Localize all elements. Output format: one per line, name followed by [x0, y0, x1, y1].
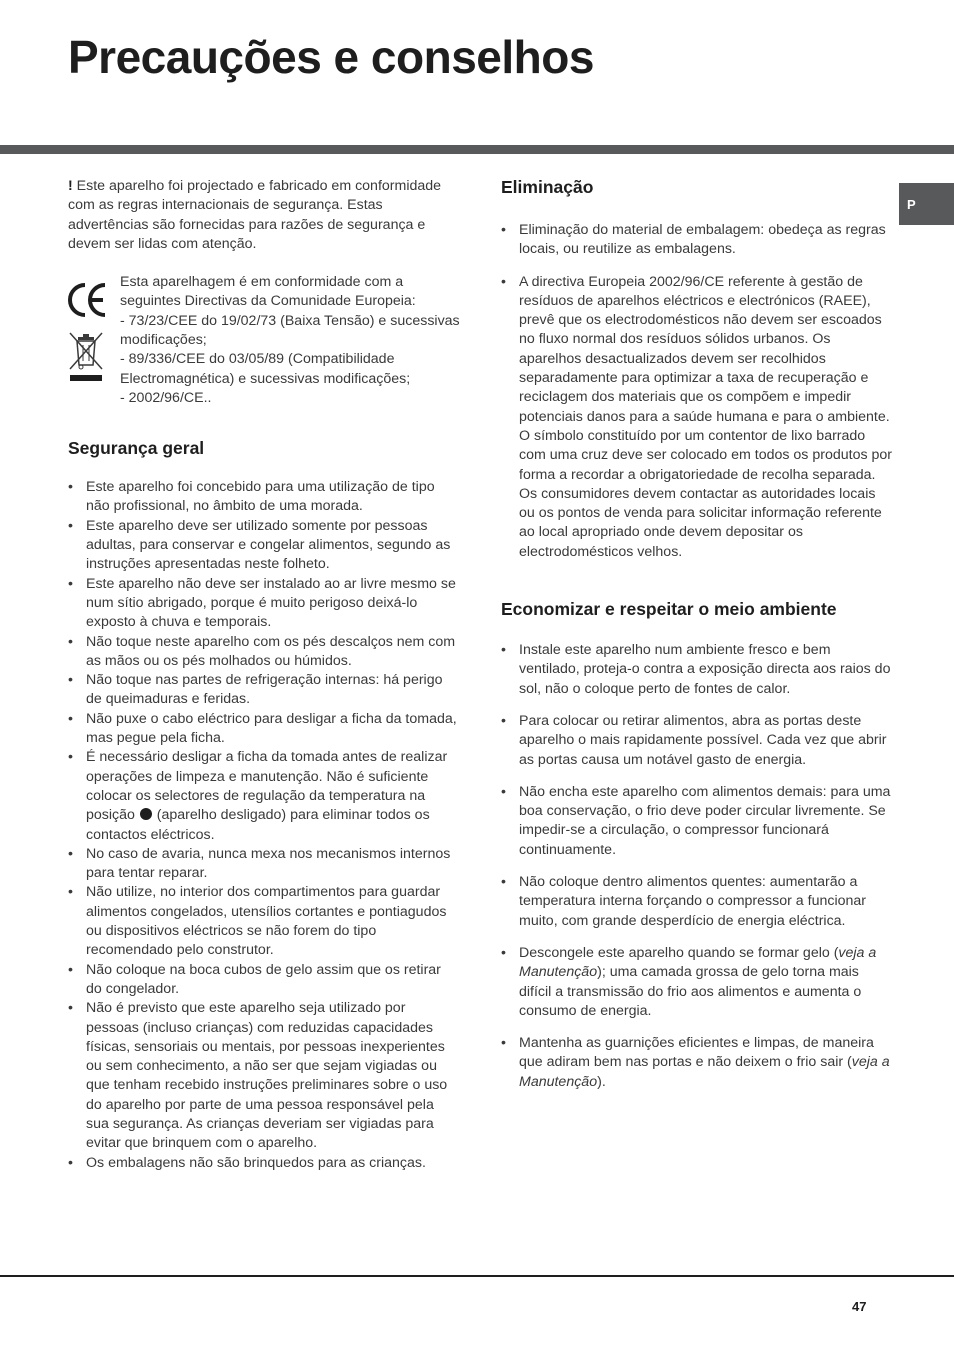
list-item: • No caso de avaria, nunca mexa nos mecanismos internos para tentar reparar. — [68, 845, 460, 884]
off-position-dot-icon — [140, 808, 152, 820]
list-item: • Não encha este aparelho com alimentos demais: para uma boa conservação, o frio deve poder circular livremente. Se impedir-se a circulação, o compressor funcionará continuamente. — [501, 783, 893, 860]
list-item: • Instale este aparelho num ambiente fresco e bem ventilado, proteja-o contra a exposição directa aos raios do sol, não o coloque perto de fontes de calor. — [501, 641, 893, 699]
section-heading-seguranca: Segurança geral — [68, 438, 205, 459]
footer-rule — [0, 1275, 954, 1277]
crossed-bin-icon — [68, 331, 104, 383]
list-item: • Este aparelho foi concebido para uma utilização de tipo não profissional, no âmbito de uma morada. — [68, 478, 460, 517]
list-item: • Não toque nas partes de refrigeração internas: há perigo de queimaduras e feridas. — [68, 671, 460, 710]
section-heading-economizar: Economizar e respeitar o meio ambiente — [501, 599, 837, 620]
list-item: • Eliminação do material de embalagem: obedeça as regras locais, ou reutilize as embalagens. — [501, 221, 893, 260]
warning-mark: ! — [68, 178, 73, 194]
list-item: • Este aparelho não deve ser instalado ao ar livre mesmo se num sítio abrigado, porque é muito perigoso deixá-lo exposto à chuva e temporais. — [68, 575, 460, 633]
ce-compliance-block — [68, 273, 460, 413]
economizar-list — [501, 641, 893, 1092]
ce-line: Esta aparelhagem é em conformidade com a seguintes Directivas da Comunidade Europeia: — [120, 274, 416, 310]
section-heading-eliminacao: Eliminação — [501, 177, 594, 197]
language-tab: P — [899, 183, 954, 225]
list-item: • Descongele este aparelho quando se formar gelo (veja a Manutenção); uma camada grossa de gelo torna mais difícil a transmissão do frio aos alimentos e aumenta o consumo de energia. — [501, 944, 893, 1021]
list-item: • Não utilize, no interior dos compartimentos para guardar alimentos congelados, utensílios cortantes e pontiagudos ou dispositivos eléctricos se não forem do tipo recomendado pelo construtor. — [68, 883, 460, 960]
list-item: • É necessário desligar a ficha da tomada antes de realizar operações de limpeza e manutenção. Não é suficiente colocar os selectores de regulação da temperatura na posição (aparelho desligado) para eliminar todos os contactos eléctricos. — [68, 748, 460, 844]
cross-reference: veja a Manutenção — [519, 944, 877, 981]
ce-line: - 2002/96/CE.. — [120, 389, 212, 406]
left-column — [68, 177, 460, 1173]
list-item: • Não coloque na boca cubos de gelo assim que os retirar do congelador. — [68, 961, 460, 1000]
list-item: • Os embalagens não são brinquedos para as crianças. — [68, 1154, 460, 1173]
ce-line: - 73/23/CEE do 19/02/73 (Baixa Tensão) e sucessivas modificações; — [120, 312, 460, 349]
cross-reference: veja a Manutenção — [519, 1054, 890, 1090]
list-item: • Não coloque dentro alimentos quentes: aumentarão a temperatura interna forçando o compressor a funcionar muito, com grande desperdício de energia eléctrica. — [501, 873, 893, 931]
list-item: • Não é previsto que este aparelho seja utilizado por pessoas (incluso crianças) com reduzidas capacidades físicas, sensoriais ou mentais, por pessoas inexperientes ou sem conhecimento, a não ser que sejam vigiadas ou que tenham recebido instruções preliminares sobre o uso do aparelho por parte de uma pessoa responsável pela sua segurança. As crianças deveriam ser vigiadas para evitar que brinquem com o aparelho. — [68, 999, 460, 1153]
seguranca-list — [68, 478, 460, 1173]
eliminacao-list — [501, 221, 893, 562]
ce-line: - 89/336/CEE do 03/05/89 (Compatibilidade Electromagnética) e sucessivas modificações; — [120, 351, 411, 387]
right-column — [501, 177, 893, 1092]
list-item: • A directiva Europeia 2002/96/CE referente à gestão de resíduos de aparelhos eléctricos e electrónicos (RAEE), prevê que os electrodomésticos não devem ser escoados no fluxo normal dos resíduos sólidos urbanos. Os aparelhos desactualizados devem ser recolhidos separadamente para optimizar a taxa de recuperação e reciclagem dos materiais que os compõem e impedir potenciais danos para a saúde humana e para o ambiente. O símbolo constituído por um contentor de lixo barrado com uma cruz deve ser colocado em todos os produtos por forma a recordar a obrigatoriedade de recolha separada. Os consumidores devem contactar as autoridades locais ou os pontos de venda para solicitar informação referente ao local apropriado onde devem depositar os electrodomésticos velhos. — [501, 273, 893, 562]
header-rule — [0, 145, 954, 154]
list-item: • Mantenha as guarnições eficientes e limpas, de maneira que adiram bem nas portas e não deixem o frio sair (veja a Manutenção). — [501, 1034, 893, 1092]
page-number: 47 — [852, 1299, 867, 1314]
list-item: • Não puxe o cabo eléctrico para desligar a ficha da tomada, mas pegue pela ficha. — [68, 710, 460, 749]
list-item: • Este aparelho deve ser utilizado somente por pessoas adultas, para conservar e congelar alimentos, segundo as instruções apresentadas neste folheto. — [68, 517, 460, 575]
ce-mark-icon — [68, 281, 108, 319]
page-title: Precauções e conselhos — [68, 31, 594, 83]
intro-text: Este aparelho foi projectado e fabricado em conformidade com as regras internacionais de segurança. Estas advertências são fornecidas para razões de segurança e devem ser lidas com atenção. — [68, 178, 442, 252]
list-item: • Para colocar ou retirar alimentos, abra as portas deste aparelho o mais rapidamente possível. Cada vez que abrir as portas causa um notável gasto de energia. — [501, 712, 893, 770]
intro-paragraph — [68, 177, 460, 254]
list-item: • Não toque neste aparelho com os pés descalços nem com as mãos ou os pés molhados ou húmidos. — [68, 633, 460, 672]
ce-directives-text — [120, 273, 460, 408]
